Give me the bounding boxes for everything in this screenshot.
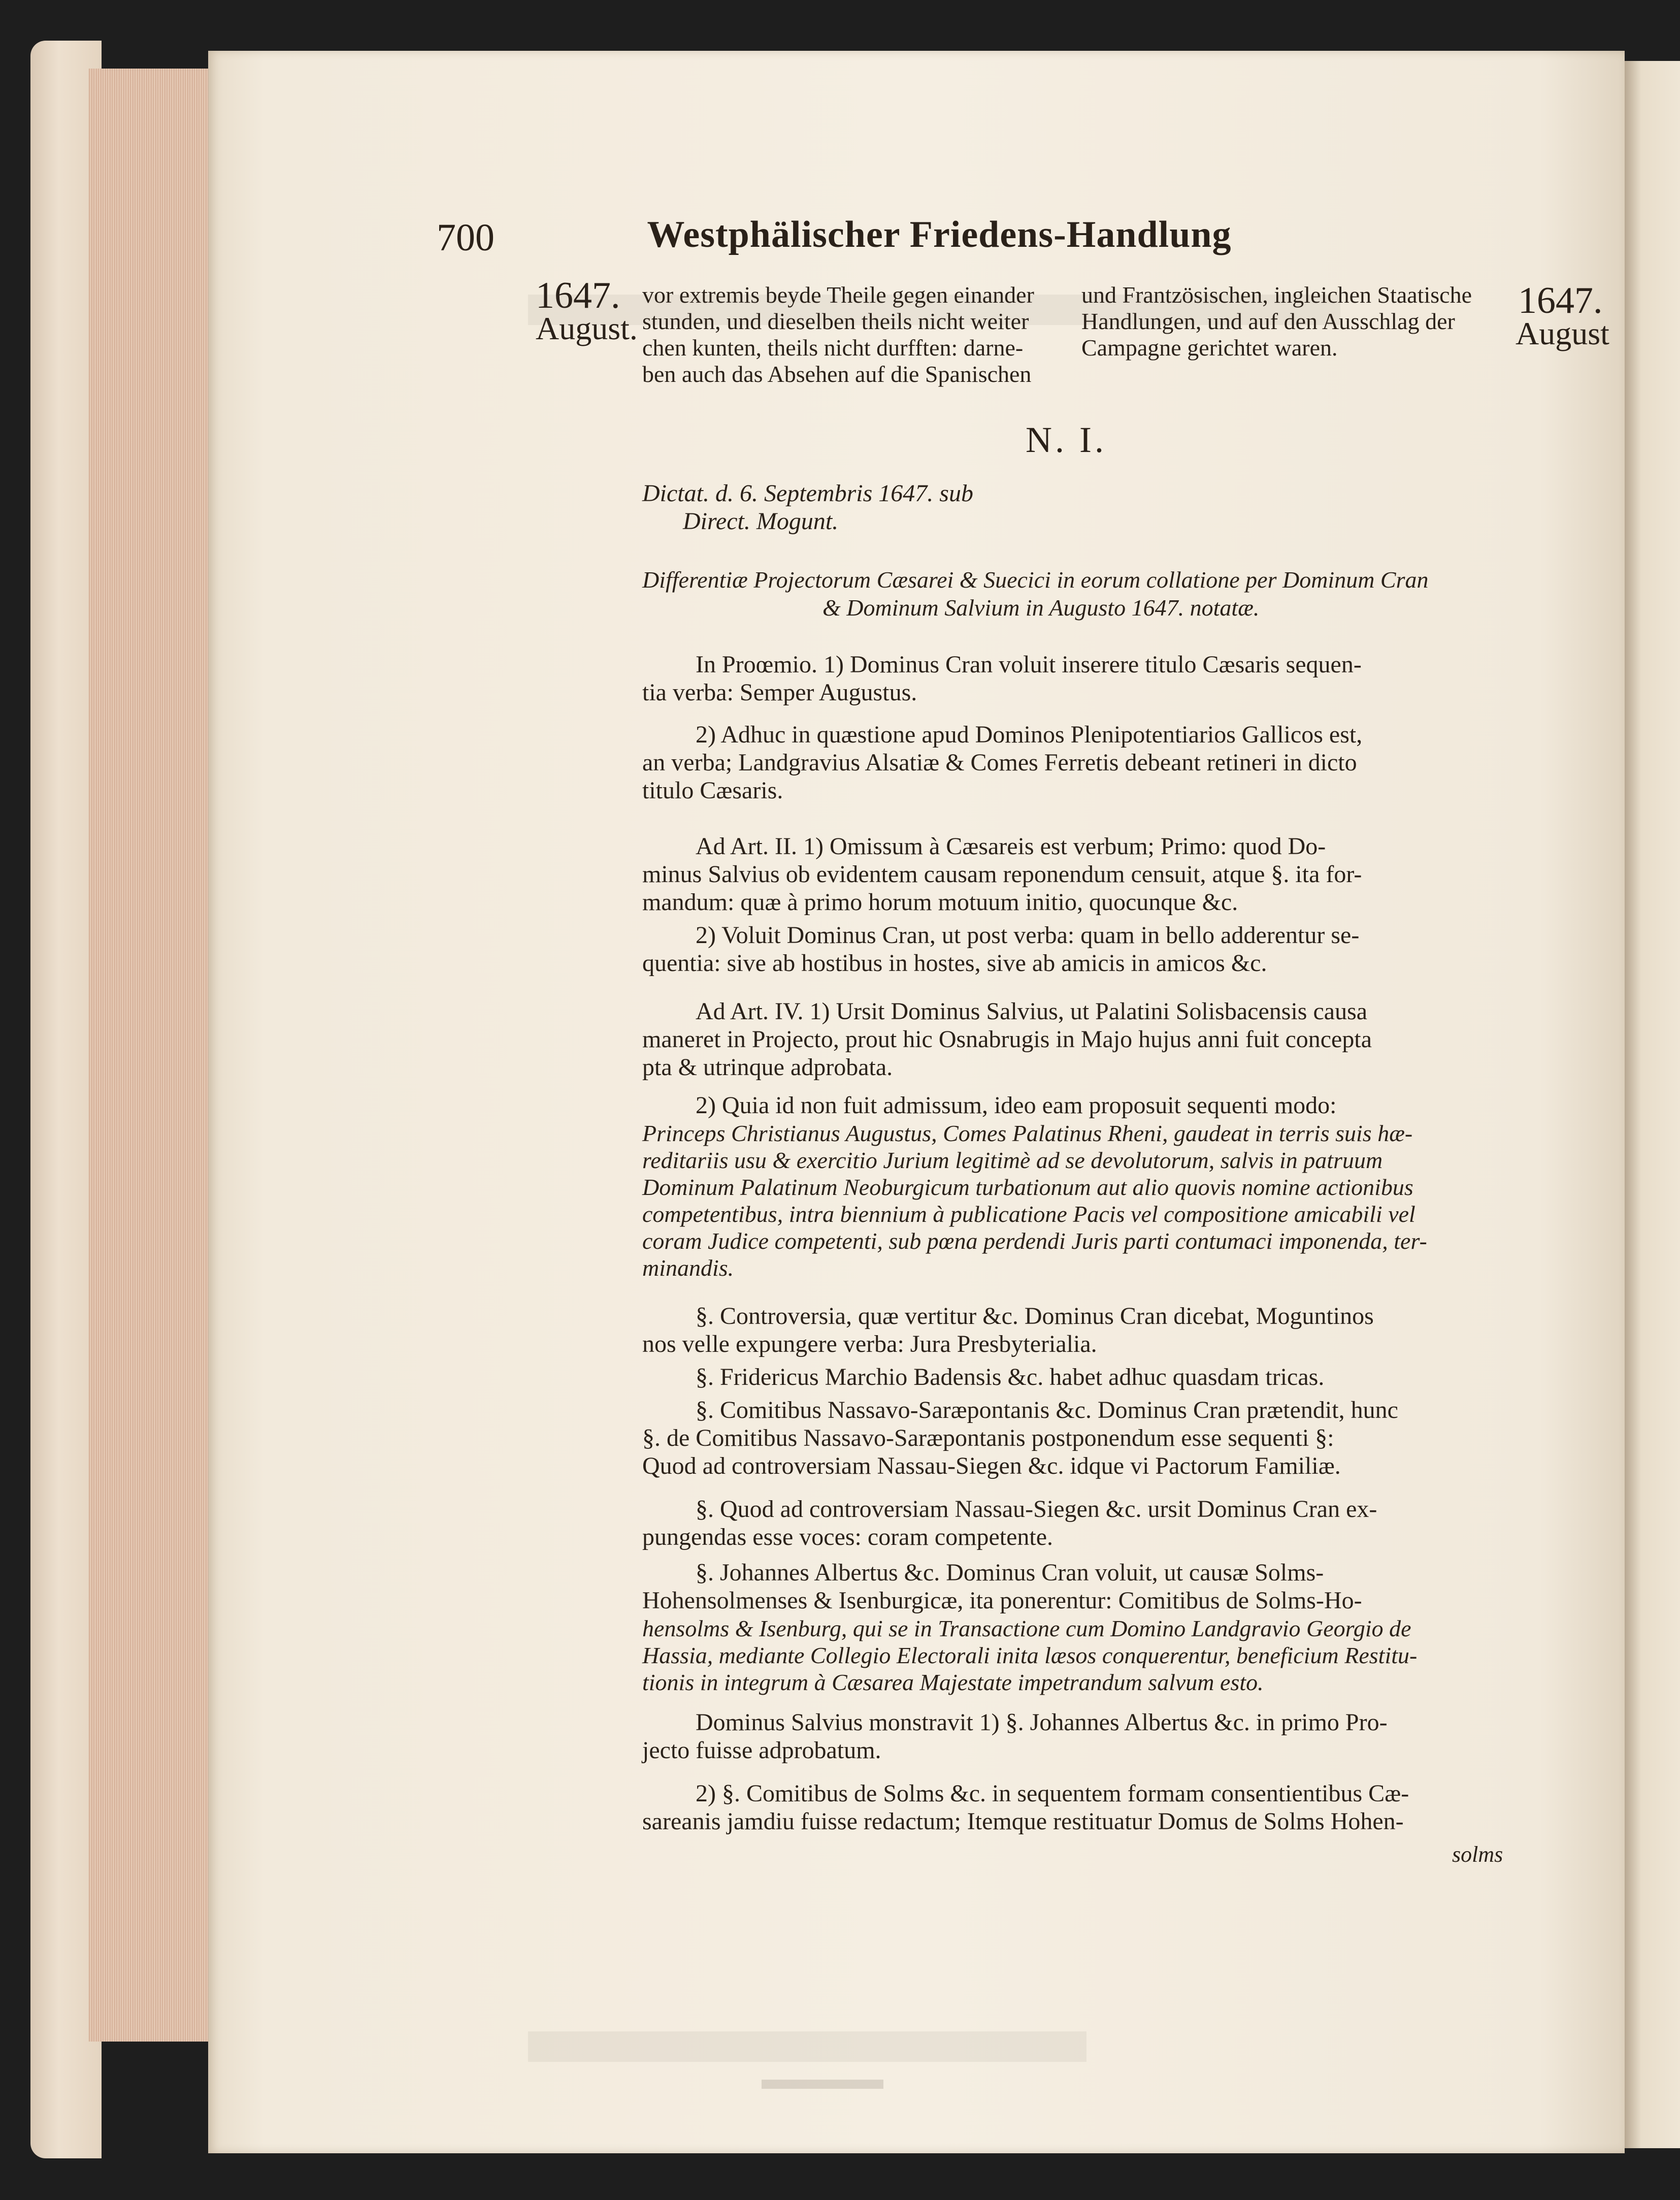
body-line: competentibus, intra biennium à publicatione Pacis vel compositione amicabili vel [642, 1201, 1415, 1227]
body-line: minus Salvius ob evidentem causam reponendum censuit, atque §. ita for- [642, 861, 1362, 888]
body-line: titulo Cæsaris. [642, 777, 783, 804]
margin-month-right: August [1516, 315, 1609, 351]
text-line: Campagne gerichtet waren. [1081, 335, 1338, 361]
running-title: Westphälischer Friedens-Handlung [647, 214, 1232, 255]
body-line: coram Judice competenti, sub pœna perdendi Juris parti contumaci imponenda, ter- [642, 1228, 1427, 1254]
body-line: tionis in integrum à Cæsarea Majestate impetrandum salvum esto. [642, 1669, 1264, 1695]
body-line: §. de Comitibus Nassavo-Saræpontanis postponendum esse sequenti §: [642, 1425, 1334, 1451]
body-line: In Proœmio. 1) Dominus Cran voluit inserere titulo Cæsaris sequen- [696, 651, 1362, 678]
document-title-line: & Dominum Salvium in Augusto 1647. notatæ. [822, 595, 1260, 621]
body-line: pta & utrinque adprobata. [642, 1054, 893, 1081]
body-line: Ad Art. IV. 1) Ursit Dominus Salvius, ut Palatini Solisbacensis causa [696, 998, 1368, 1025]
text-line: chen kunten, theils nicht durfften: darne- [642, 335, 1024, 361]
body-line: 2) Adhuc in quæstione apud Dominos Plenipotentiarios Gallicos est, [696, 721, 1363, 748]
text-line: stunden, und dieselben theils nicht weiter [642, 308, 1029, 334]
body-line: pungendas esse voces: coram competente. [642, 1524, 1053, 1550]
body-line: 2) Voluit Dominus Cran, ut post verba: quam in bello adderentur se- [696, 922, 1360, 949]
text-line: ben auch das Absehen auf die Spanischen [642, 361, 1032, 387]
body-line: tia verba: Semper Augustus. [642, 679, 917, 706]
body-line: Dominus Salvius monstravit 1) §. Johannes Albertus &c. in primo Pro- [696, 1709, 1388, 1736]
body-line: Dominum Palatinum Neoburgicum turbationum aut alio quovis nomine actionibus [642, 1174, 1413, 1200]
body-line: 2) §. Comitibus de Solms &c. in sequentem formam consentientibus Cæ- [696, 1780, 1409, 1807]
body-line: Quod ad controversiam Nassau-Siegen &c. idque vi Pactorum Familiæ. [642, 1452, 1341, 1479]
facing-page-edge [1625, 61, 1680, 2148]
body-line: mandum: quæ à primo horum motuum initio, quocunque &c. [642, 889, 1238, 916]
text-line: vor extremis beyde Theile gegen einander [642, 282, 1034, 308]
dictat-line: Direct. Mogunt. [683, 508, 839, 535]
body-line: jecto fuisse adprobatum. [642, 1737, 881, 1764]
body-line: quentia: sive ab hostibus in hostes, sive ab amicis in amicos &c. [642, 950, 1267, 977]
page-number: 700 [437, 216, 495, 259]
body-line: §. Fridericus Marchio Badensis &c. habet adhuc quasdam tricas. [696, 1364, 1325, 1390]
body-line: an verba; Landgravius Alsatiæ & Comes Ferretis debeant retineri in dicto [642, 749, 1357, 776]
dictat-line: Dictat. d. 6. Septembris 1647. sub [642, 480, 973, 507]
body-line: Hassia, mediante Collegio Electorali inita læsos conquerentur, beneficium Restitu- [642, 1642, 1418, 1668]
body-line: Princeps Christianus Augustus, Comes Palatinus Rheni, gaudeat in terris suis hæ- [642, 1120, 1413, 1146]
body-line: §. Controversia, quæ vertitur &c. Dominus Cran dicebat, Moguntinos [696, 1303, 1374, 1330]
text-line: Handlungen, und auf den Ausschlag der [1081, 308, 1455, 334]
body-line: minandis. [642, 1255, 734, 1281]
catchword: solms [1452, 1842, 1503, 1867]
scan-ruler-mark [762, 2080, 883, 2089]
body-line: hensolms & Isenburg, qui se in Transactione cum Domino Landgravio Georgio de [642, 1615, 1411, 1641]
body-line: maneret in Projecto, prout hic Osnabrugis in Majo hujus anni fuit concepta [642, 1026, 1372, 1053]
text-line: und Frantzösischen, ingleichen Staatische [1081, 282, 1472, 308]
body-line: §. Quod ad controversiam Nassau-Siegen &c. ursit Dominus Cran ex- [696, 1496, 1377, 1523]
document-title-line: Differentiæ Projectorum Cæsarei & Suecici in eorum collatione per Dominum Cran [642, 567, 1429, 593]
margin-year-right: 1647. [1518, 280, 1603, 321]
body-line: §. Johannes Albertus &c. Dominus Cran voluit, ut causæ Solms- [696, 1559, 1324, 1586]
body-line: Ad Art. II. 1) Omissum à Cæsareis est verbum; Primo: quod Do- [696, 833, 1326, 860]
margin-year-left: 1647. [536, 275, 620, 316]
german-column-right [1081, 282, 1508, 361]
body-line: 2) Quia id non fuit admissum, ideo eam proposuit sequenti modo: [696, 1092, 1337, 1119]
page-stack-edge [89, 69, 213, 2042]
body-line: reditariis usu & exercitio Jurium legitimè ad se devolutorum, salvis in patruum [642, 1147, 1383, 1173]
section-number: N. I. [1026, 419, 1107, 460]
body-line: nos velle expungere verba: Jura Presbyterialia. [642, 1331, 1097, 1357]
german-column-left [642, 282, 1069, 387]
body-line: Hohensolmenses & Isenburgicæ, ita ponerentur: Comitibus de Solms-Ho- [642, 1587, 1362, 1614]
bleed-through-text [528, 2031, 1086, 2062]
margin-month-left: August. [536, 310, 638, 346]
body-line: §. Comitibus Nassavo-Saræpontanis &c. Dominus Cran prætendit, hunc [696, 1397, 1398, 1423]
body-line: sareanis jamdiu fuisse redactum; Itemque restituatur Domus de Solms Hohen- [642, 1808, 1404, 1835]
